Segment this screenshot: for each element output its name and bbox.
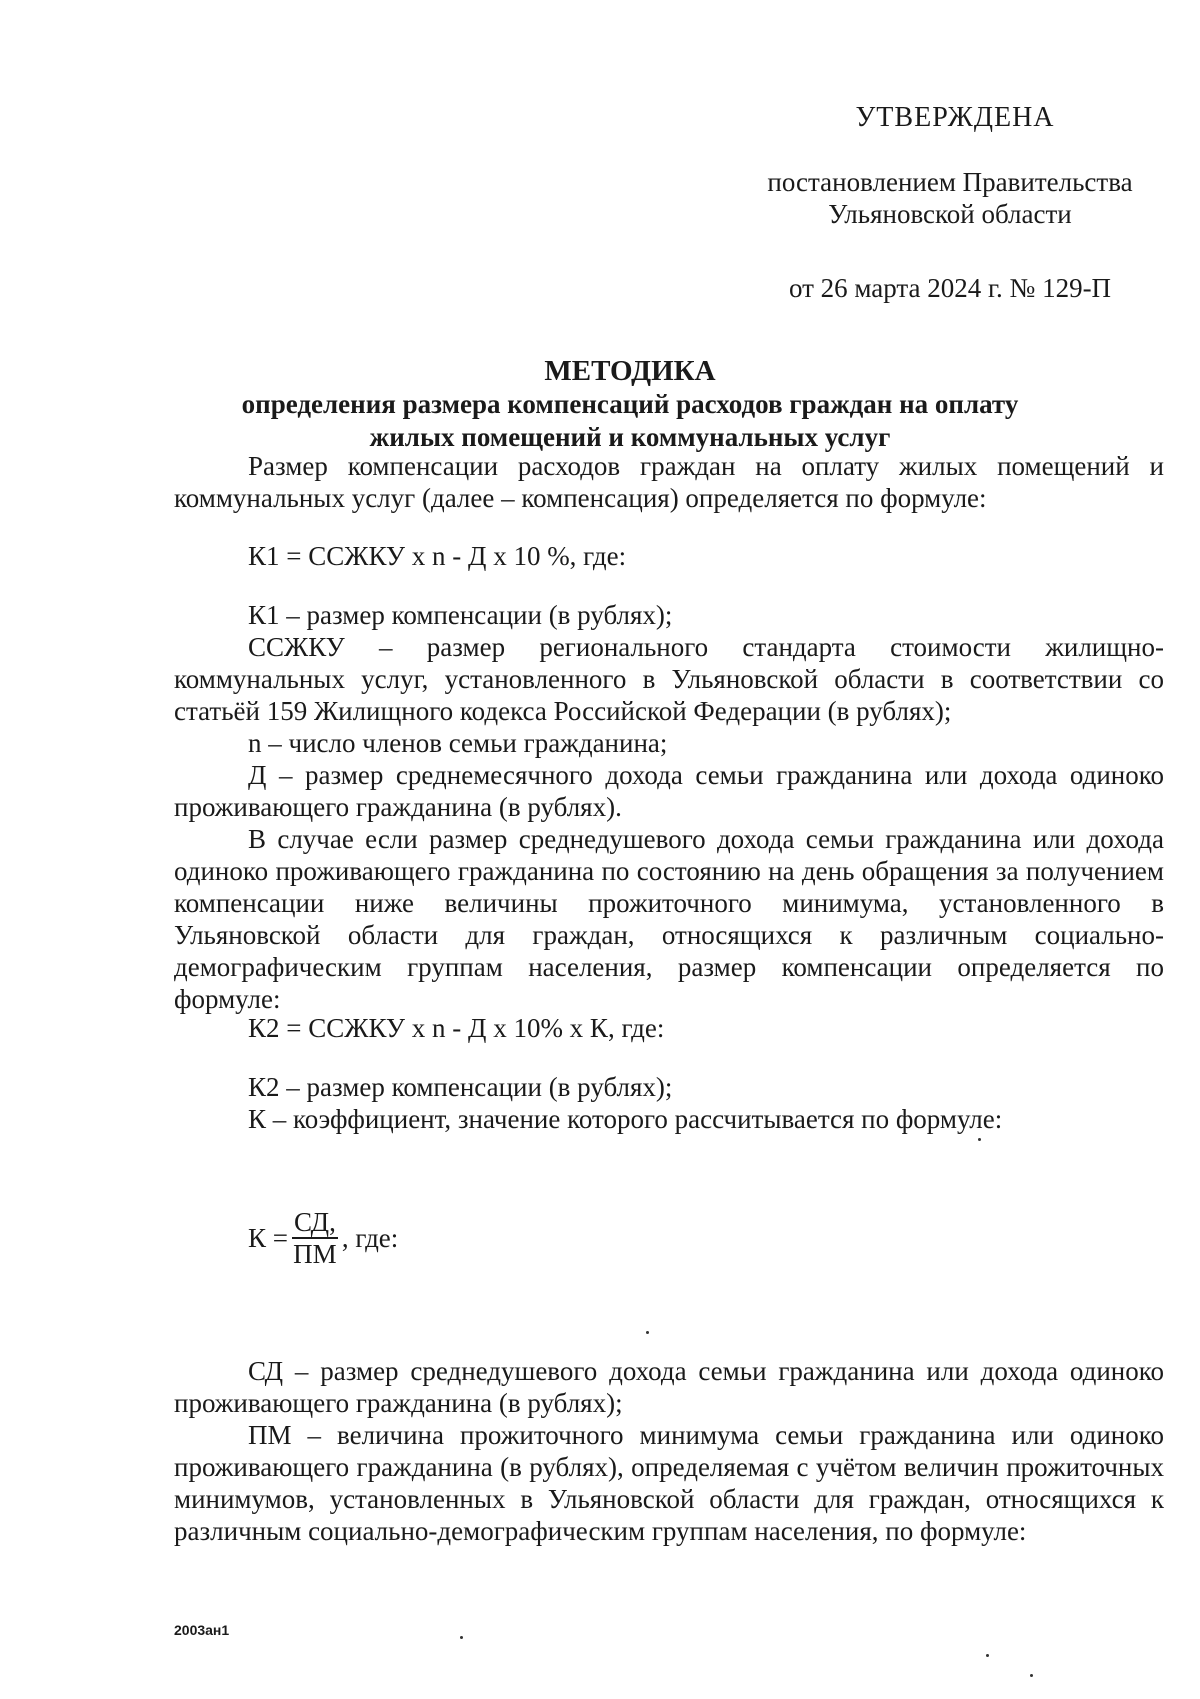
fraction-numerator: СД, bbox=[294, 1207, 336, 1237]
scan-speck bbox=[646, 1331, 649, 1334]
fraction bbox=[292, 1207, 338, 1269]
fraction-lhs: К = bbox=[248, 1223, 288, 1253]
definition-sszhku: ССЖКУ – размер регионального стандарта стоимости жилищно-коммунальных услуг, установленного в Ульяновской области в соответствии со статьёй 159 Жилищного кодекса Российской Федерации (в рублях); bbox=[174, 632, 1164, 726]
title-subtitle-line-2: жилых помещений и коммунальных услуг bbox=[369, 422, 891, 452]
formula-k-fraction bbox=[248, 1207, 398, 1269]
decree-reference bbox=[740, 166, 1160, 230]
footer-document-code: 2003ан1 bbox=[174, 1622, 230, 1638]
scan-speck bbox=[1030, 1674, 1033, 1677]
definitions-k1 bbox=[174, 599, 1164, 1015]
definition-n: n – число членов семьи гражданина; bbox=[248, 728, 668, 758]
decree-line-1: постановлением Правительства bbox=[767, 167, 1133, 197]
decree-line-2: Ульяновской области bbox=[828, 199, 1072, 229]
fraction-suffix: , где: bbox=[341, 1223, 399, 1253]
scan-speck bbox=[986, 1654, 989, 1657]
intro-paragraph: Размер компенсации расходов граждан на оплату жилых помещений и коммунальных услуг (далее – компенсация) определяется по формуле: bbox=[174, 451, 1164, 513]
definitions-sd-pm bbox=[174, 1355, 1164, 1547]
decree-date-number: от 26 марта 2024 г. № 129-П bbox=[788, 273, 1112, 303]
definition-d: Д – размер среднемесячного дохода семьи гражданина или дохода одиноко проживающего гражданина (в рублях). bbox=[174, 760, 1164, 822]
title-main: МЕТОДИКА bbox=[544, 355, 716, 387]
definition-k1: К1 – размер компенсации (в рублях); bbox=[248, 600, 673, 630]
document-title bbox=[160, 354, 1100, 454]
formula-k1: К1 = ССЖКУ х n - Д х 10 %, где: bbox=[248, 541, 627, 571]
definition-k: К – коэффициент, значение которого рассчитывается по формуле: bbox=[248, 1104, 1003, 1134]
approval-stamp-heading: УТВЕРЖДЕНА bbox=[855, 102, 1055, 133]
case-paragraph: В случае если размер среднедушевого дохода семьи гражданина или дохода одиноко проживающего гражданина по состоянию на день обращения за получением компенсации ниже величины прожиточного минимума, установленного в Ульяновской области для граждан, относящихся к различным социально-демографическим группам населения, размер компенсации определяется по формуле: bbox=[174, 824, 1164, 1014]
definition-sd: СД – размер среднедушевого дохода семьи гражданина или дохода одиноко проживающего гражданина (в рублях); bbox=[174, 1356, 1164, 1418]
fraction-denominator: ПМ bbox=[293, 1239, 337, 1269]
definitions-k2 bbox=[174, 1071, 1164, 1135]
scan-speck bbox=[978, 1138, 981, 1141]
definition-k2: К2 – размер компенсации (в рублях); bbox=[248, 1072, 673, 1102]
scan-speck bbox=[460, 1636, 463, 1639]
definition-pm: ПМ – величина прожиточного минимума семьи гражданина или одиноко проживающего гражданина (в рублях), определяемая с учётом величин прожиточных минимумов, установленных в Ульяновской области для граждан, относящихся к различным социально-демографическим группам населения, по формуле: bbox=[174, 1420, 1164, 1546]
formula-k2: К2 = ССЖКУ х n - Д х 10% х К, где: bbox=[248, 1013, 665, 1043]
title-subtitle-line-1: определения размера компенсаций расходов граждан на оплату bbox=[241, 389, 1019, 419]
